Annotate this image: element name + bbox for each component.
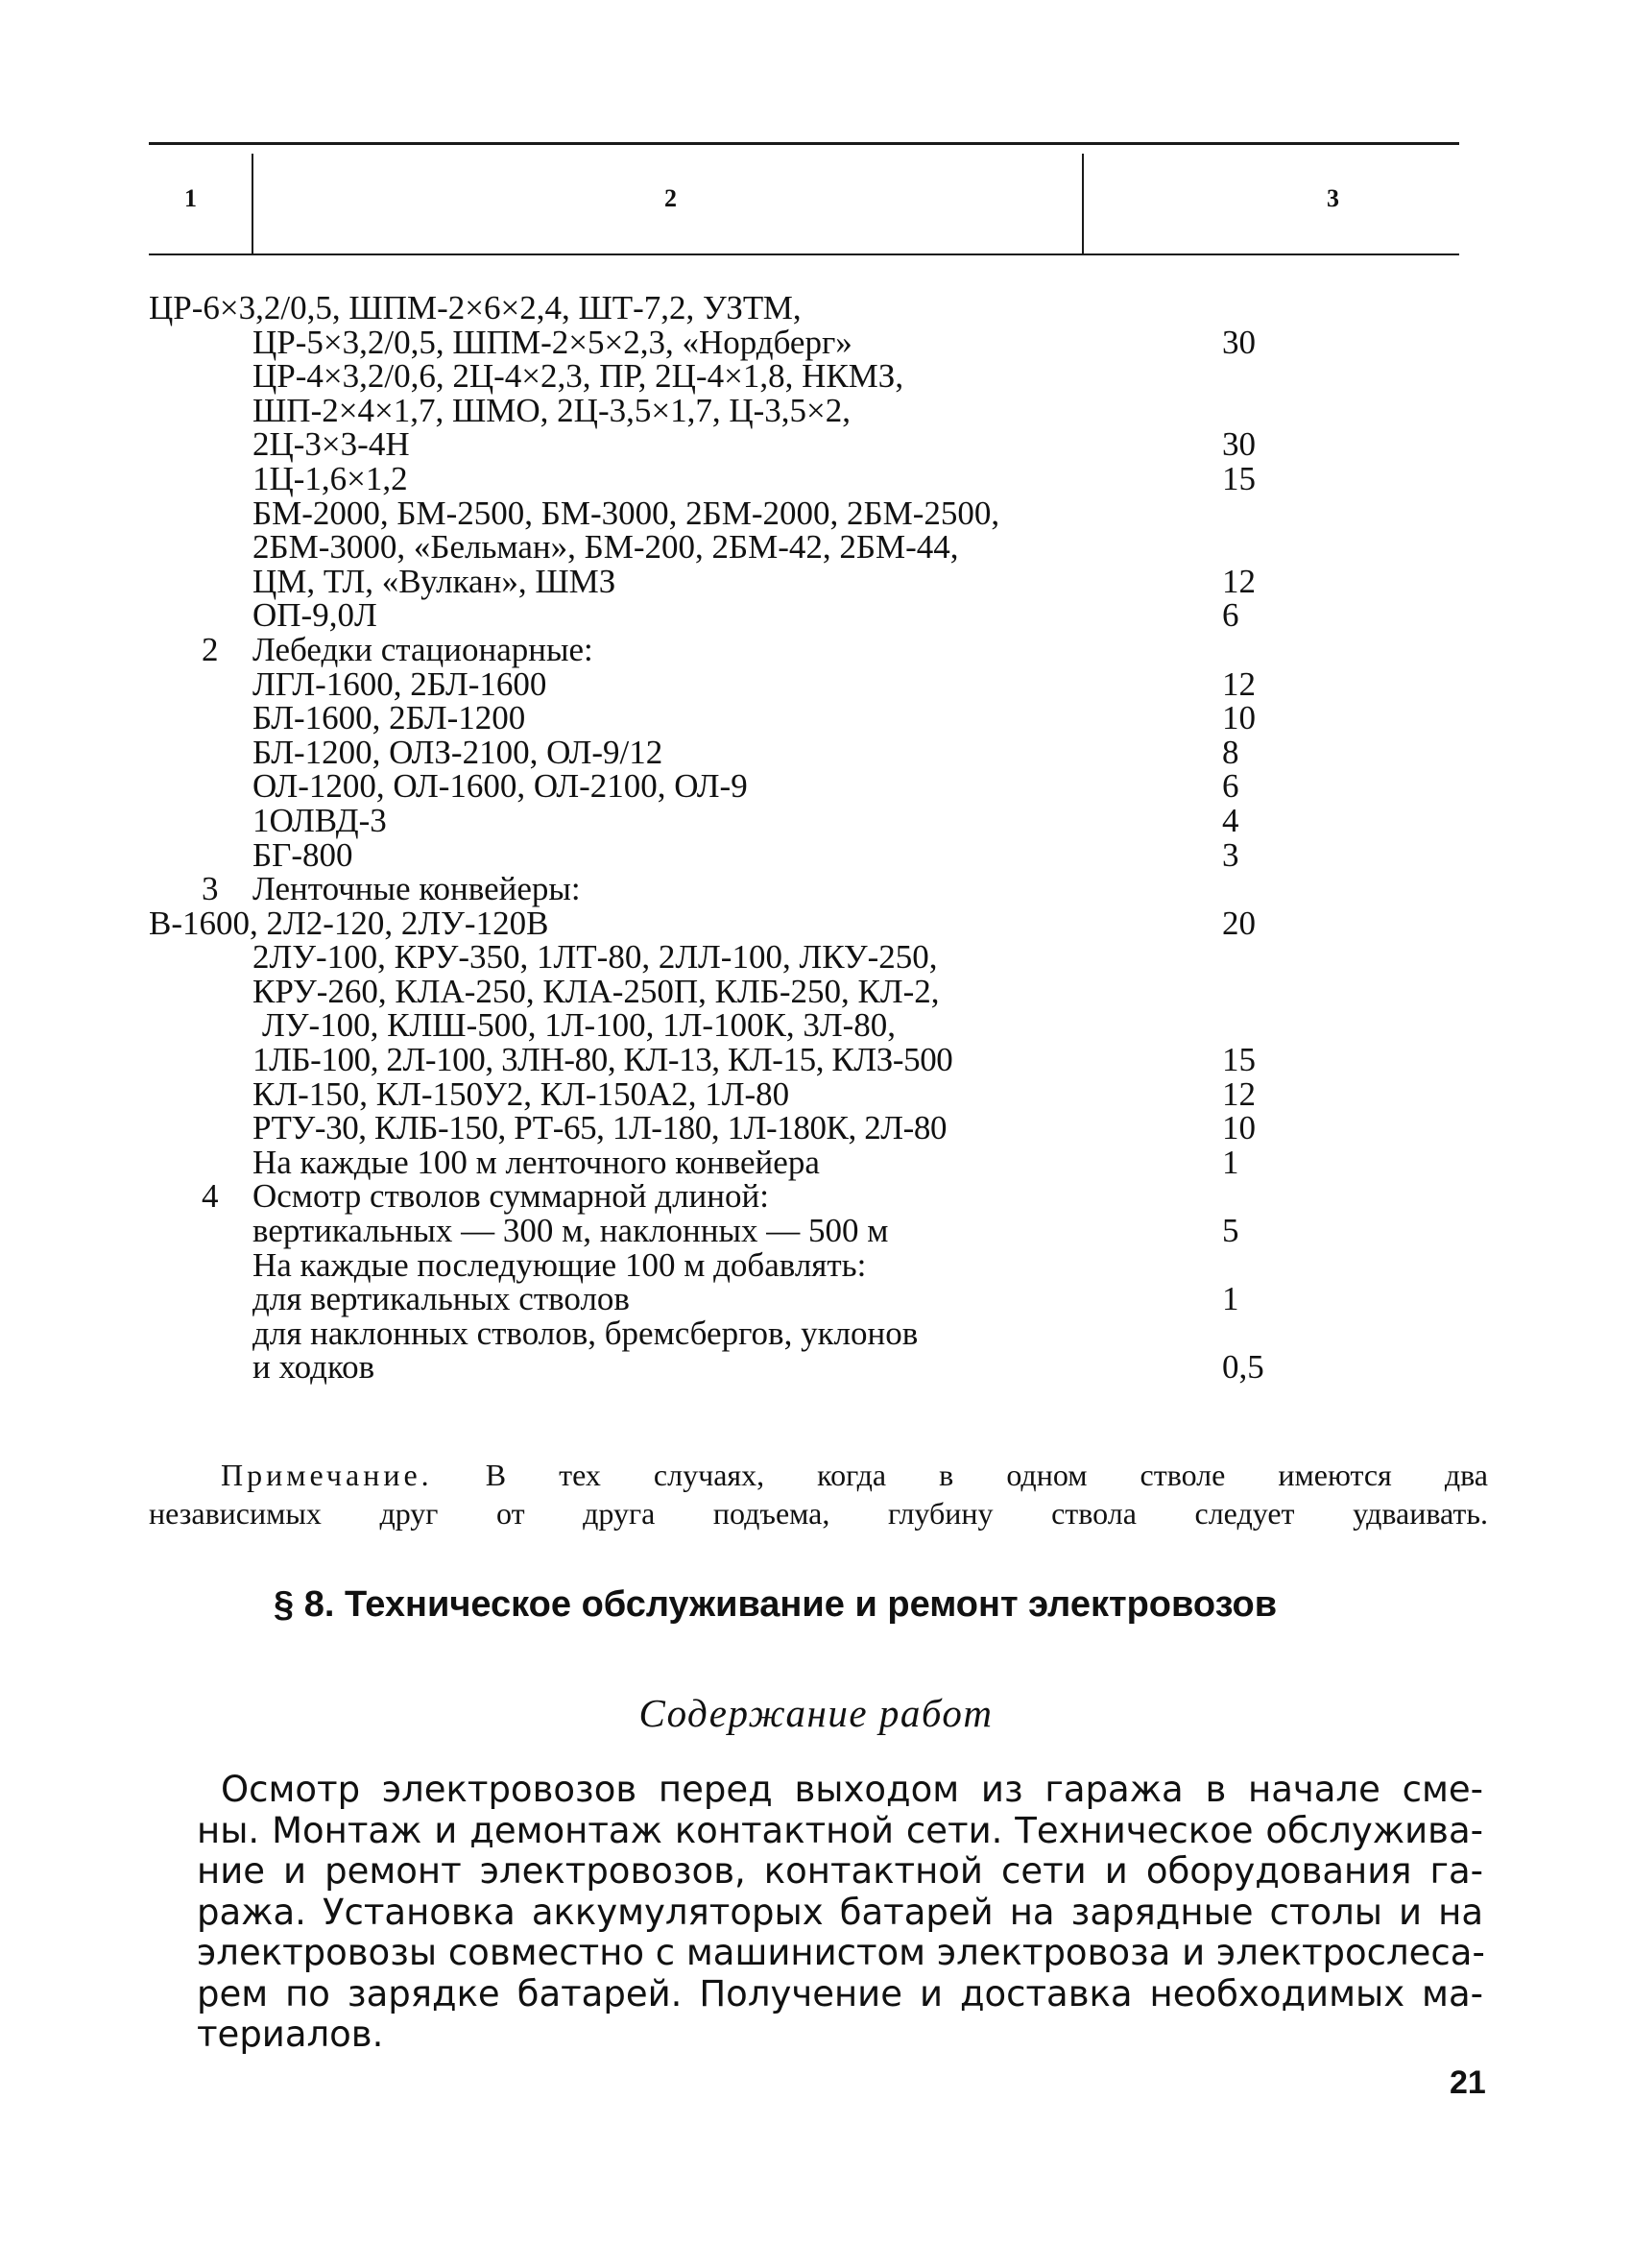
row-number: 4: [202, 1177, 219, 1216]
table-header-col-3: 3: [1327, 184, 1339, 212]
table-row: [149, 769, 1282, 804]
row-text: 2ЛУ-100, КРУ-350, 1ЛТ-80, 2ЛЛ-100, ЛКУ-250,: [252, 938, 938, 977]
table-row: [149, 1143, 1282, 1181]
table-row: [149, 1316, 1282, 1351]
table-row: [149, 972, 1282, 1010]
table-header-divider-1: [252, 154, 253, 254]
table-row: [149, 701, 1282, 736]
row-text: 1Ц-1,6×1,2: [252, 459, 408, 497]
table-top-rule: [149, 142, 1459, 145]
paragraph-line: ража. Установка аккумуляторых батарей на зарядные столы и на: [197, 1891, 1483, 1933]
table-row: [149, 291, 1282, 326]
row-value: 15: [1222, 1041, 1256, 1079]
table-row: [149, 1043, 1282, 1077]
table-header-col-1: 1: [184, 184, 197, 212]
note-line-2: независимых друг от друга подъема, глубину ствола следует удваивать.: [149, 1496, 1488, 1531]
table-row: [149, 940, 1282, 975]
row-text: ЛУ-100, КЛШ-500, 1Л-100, 1Л-100К, 3Л-80,: [262, 1006, 896, 1045]
table-row: [149, 496, 1282, 531]
table-row: [149, 664, 1282, 703]
row-text: ОП-9,0Л: [252, 596, 377, 635]
row-text: 2БМ-3000, «Бельман», БМ-200, 2БМ-42, 2БМ-44,: [252, 528, 959, 567]
row-text: БЛ-1200, ОЛЗ-2100, ОЛ-9/12: [252, 733, 663, 771]
table-row: [149, 459, 1282, 497]
row-value: 15: [1222, 459, 1256, 497]
table-row: [149, 906, 1282, 941]
row-text: В-1600, 2Л2-120, 2ЛУ-120В: [149, 904, 549, 942]
row-text: 1ОЛВД-3: [252, 801, 387, 839]
row-value: 3: [1222, 835, 1239, 874]
table-row: [149, 1074, 1282, 1113]
row-text: ОЛ-1200, ОЛ-1600, ОЛ-2100, ОЛ-9: [252, 767, 748, 806]
row-value: 6: [1222, 596, 1239, 635]
paragraph-line: рем по зарядке батарей. Получение и доставка необходимых ма-: [197, 1972, 1483, 2015]
row-value: 30: [1222, 425, 1256, 464]
row-value: 20: [1222, 904, 1256, 942]
table-row: [149, 733, 1282, 771]
row-value: 1: [1222, 1280, 1239, 1318]
row-value: 4: [1222, 801, 1239, 839]
note-text-1: В тех случаях, когда в одном стволе имеются два: [485, 1458, 1489, 1492]
table-row: [149, 1111, 1282, 1146]
row-text: РТУ-30, КЛБ-150, РТ-65, 1Л-180, 1Л-180К, 2Л-80: [252, 1109, 948, 1147]
row-value: 12: [1222, 1074, 1256, 1113]
row-text: Ленточные конвейеры:: [252, 870, 581, 908]
row-value: 12: [1222, 562, 1256, 600]
row-value: 0,5: [1222, 1348, 1264, 1387]
row-value: 10: [1222, 1109, 1256, 1147]
work-content-paragraph: [197, 1770, 1483, 2056]
table-row: [149, 598, 1282, 633]
table-row: [149, 1214, 1282, 1248]
row-text: ЦМ, ТЛ, «Вулкан», ШМЗ: [252, 562, 616, 600]
table-header-bottom-rule: [149, 253, 1459, 255]
row-text: 1ЛБ-100, 2Л-100, 3ЛН-80, КЛ-13, КЛ-15, КЛЗ-500: [252, 1041, 953, 1079]
row-text: 2Ц-3×3-4Н: [252, 425, 410, 464]
row-text: БЛ-1600, 2БЛ-1200: [252, 699, 526, 737]
paragraph-line: электровозы совместно с машинистом электровоза и электрослеса-: [197, 1932, 1485, 1973]
table-row: [149, 1282, 1282, 1316]
section-title: § 8. Техническое обслуживание и ремонт электровозов: [274, 1584, 1278, 1625]
paragraph-line: ны. Монтаж и демонтаж контактной сети. Техническое обслужива-: [197, 1809, 1483, 1851]
table-row: [149, 801, 1282, 839]
table-row: [149, 872, 1282, 906]
row-text: ШП-2×4×1,7, ШМО, 2Ц-3,5×1,7, Ц-3,5×2,: [252, 391, 852, 429]
row-number: 2: [202, 630, 219, 668]
row-text: для наклонных стволов, бремсбергов, уклонов: [252, 1314, 919, 1352]
row-text: ЦР-6×3,2/0,5, ШПМ-2×6×2,4, ШТ-7,2, УЗТМ,: [149, 289, 802, 326]
table-row: [149, 391, 1282, 429]
row-text: На каждые последующие 100 м добавлять:: [252, 1245, 867, 1284]
row-text: БМ-2000, БМ-2500, БМ-3000, 2БМ-2000, 2БМ-2500,: [252, 494, 1000, 532]
row-value: 12: [1222, 664, 1256, 703]
row-text: Лебедки стационарные:: [252, 630, 593, 668]
row-value: 30: [1222, 323, 1256, 361]
row-text: ЦР-5×3,2/0,5, ШПМ-2×5×2,3, «Нордберг»: [252, 323, 852, 361]
note-label: Примечание.: [221, 1458, 433, 1492]
row-value: 6: [1222, 767, 1239, 806]
row-text: На каждые 100 м ленточного конвейера: [252, 1143, 820, 1181]
row-text: для вертикальных стволов: [252, 1280, 630, 1318]
table-row: [149, 1245, 1282, 1284]
paragraph-line: териалов.: [197, 2014, 384, 2055]
table-row: [149, 1350, 1282, 1385]
table-row: [149, 323, 1282, 361]
row-number: 3: [202, 870, 219, 908]
paragraph-line: Осмотр электровозов перед выходом из гаража в начале сме-: [221, 1769, 1483, 1810]
table-row: [149, 1179, 1282, 1214]
paragraph-line: ние и ремонт электровозов, контактной сети и оборудования га-: [197, 1850, 1483, 1892]
subsection-subtitle: Содержание работ: [638, 1691, 994, 1735]
row-text: вертикальных — 300 м, наклонных — 500 м: [252, 1212, 889, 1250]
row-text: БГ-800: [252, 835, 353, 874]
table-header-divider-2: [1082, 154, 1084, 254]
row-text: КЛ-150, КЛ-150У2, КЛ-150А2, 1Л-80: [252, 1074, 790, 1113]
table-row: [149, 530, 1282, 565]
table-row: [149, 630, 1282, 668]
table-row: [149, 835, 1282, 874]
table-row: [149, 1008, 1282, 1043]
note-line-1: [221, 1456, 1488, 1494]
row-text: ЛГЛ-1600, 2БЛ-1600: [252, 664, 547, 703]
row-value: 10: [1222, 699, 1256, 737]
table-header-col-2: 2: [664, 184, 677, 212]
row-text: Осмотр стволов суммарной длиной:: [252, 1177, 769, 1216]
table-row: [149, 562, 1282, 600]
row-text: и ходков: [252, 1348, 375, 1387]
row-value: 8: [1222, 733, 1239, 771]
row-text: КРУ-260, КЛА-250, КЛА-250П, КЛБ-250, КЛ-2,: [252, 972, 940, 1010]
row-value: 1: [1222, 1143, 1239, 1181]
row-value: 5: [1222, 1212, 1239, 1250]
page-number: 21: [1450, 2064, 1486, 2101]
table-row: [149, 427, 1282, 462]
row-text: ЦР-4×3,2/0,6, 2Ц-4×2,3, ПР, 2Ц-4×1,8, НКМЗ,: [252, 357, 904, 396]
norms-table-body: [149, 291, 1282, 1385]
table-row: [149, 359, 1282, 394]
table-note: [149, 1456, 1489, 1532]
